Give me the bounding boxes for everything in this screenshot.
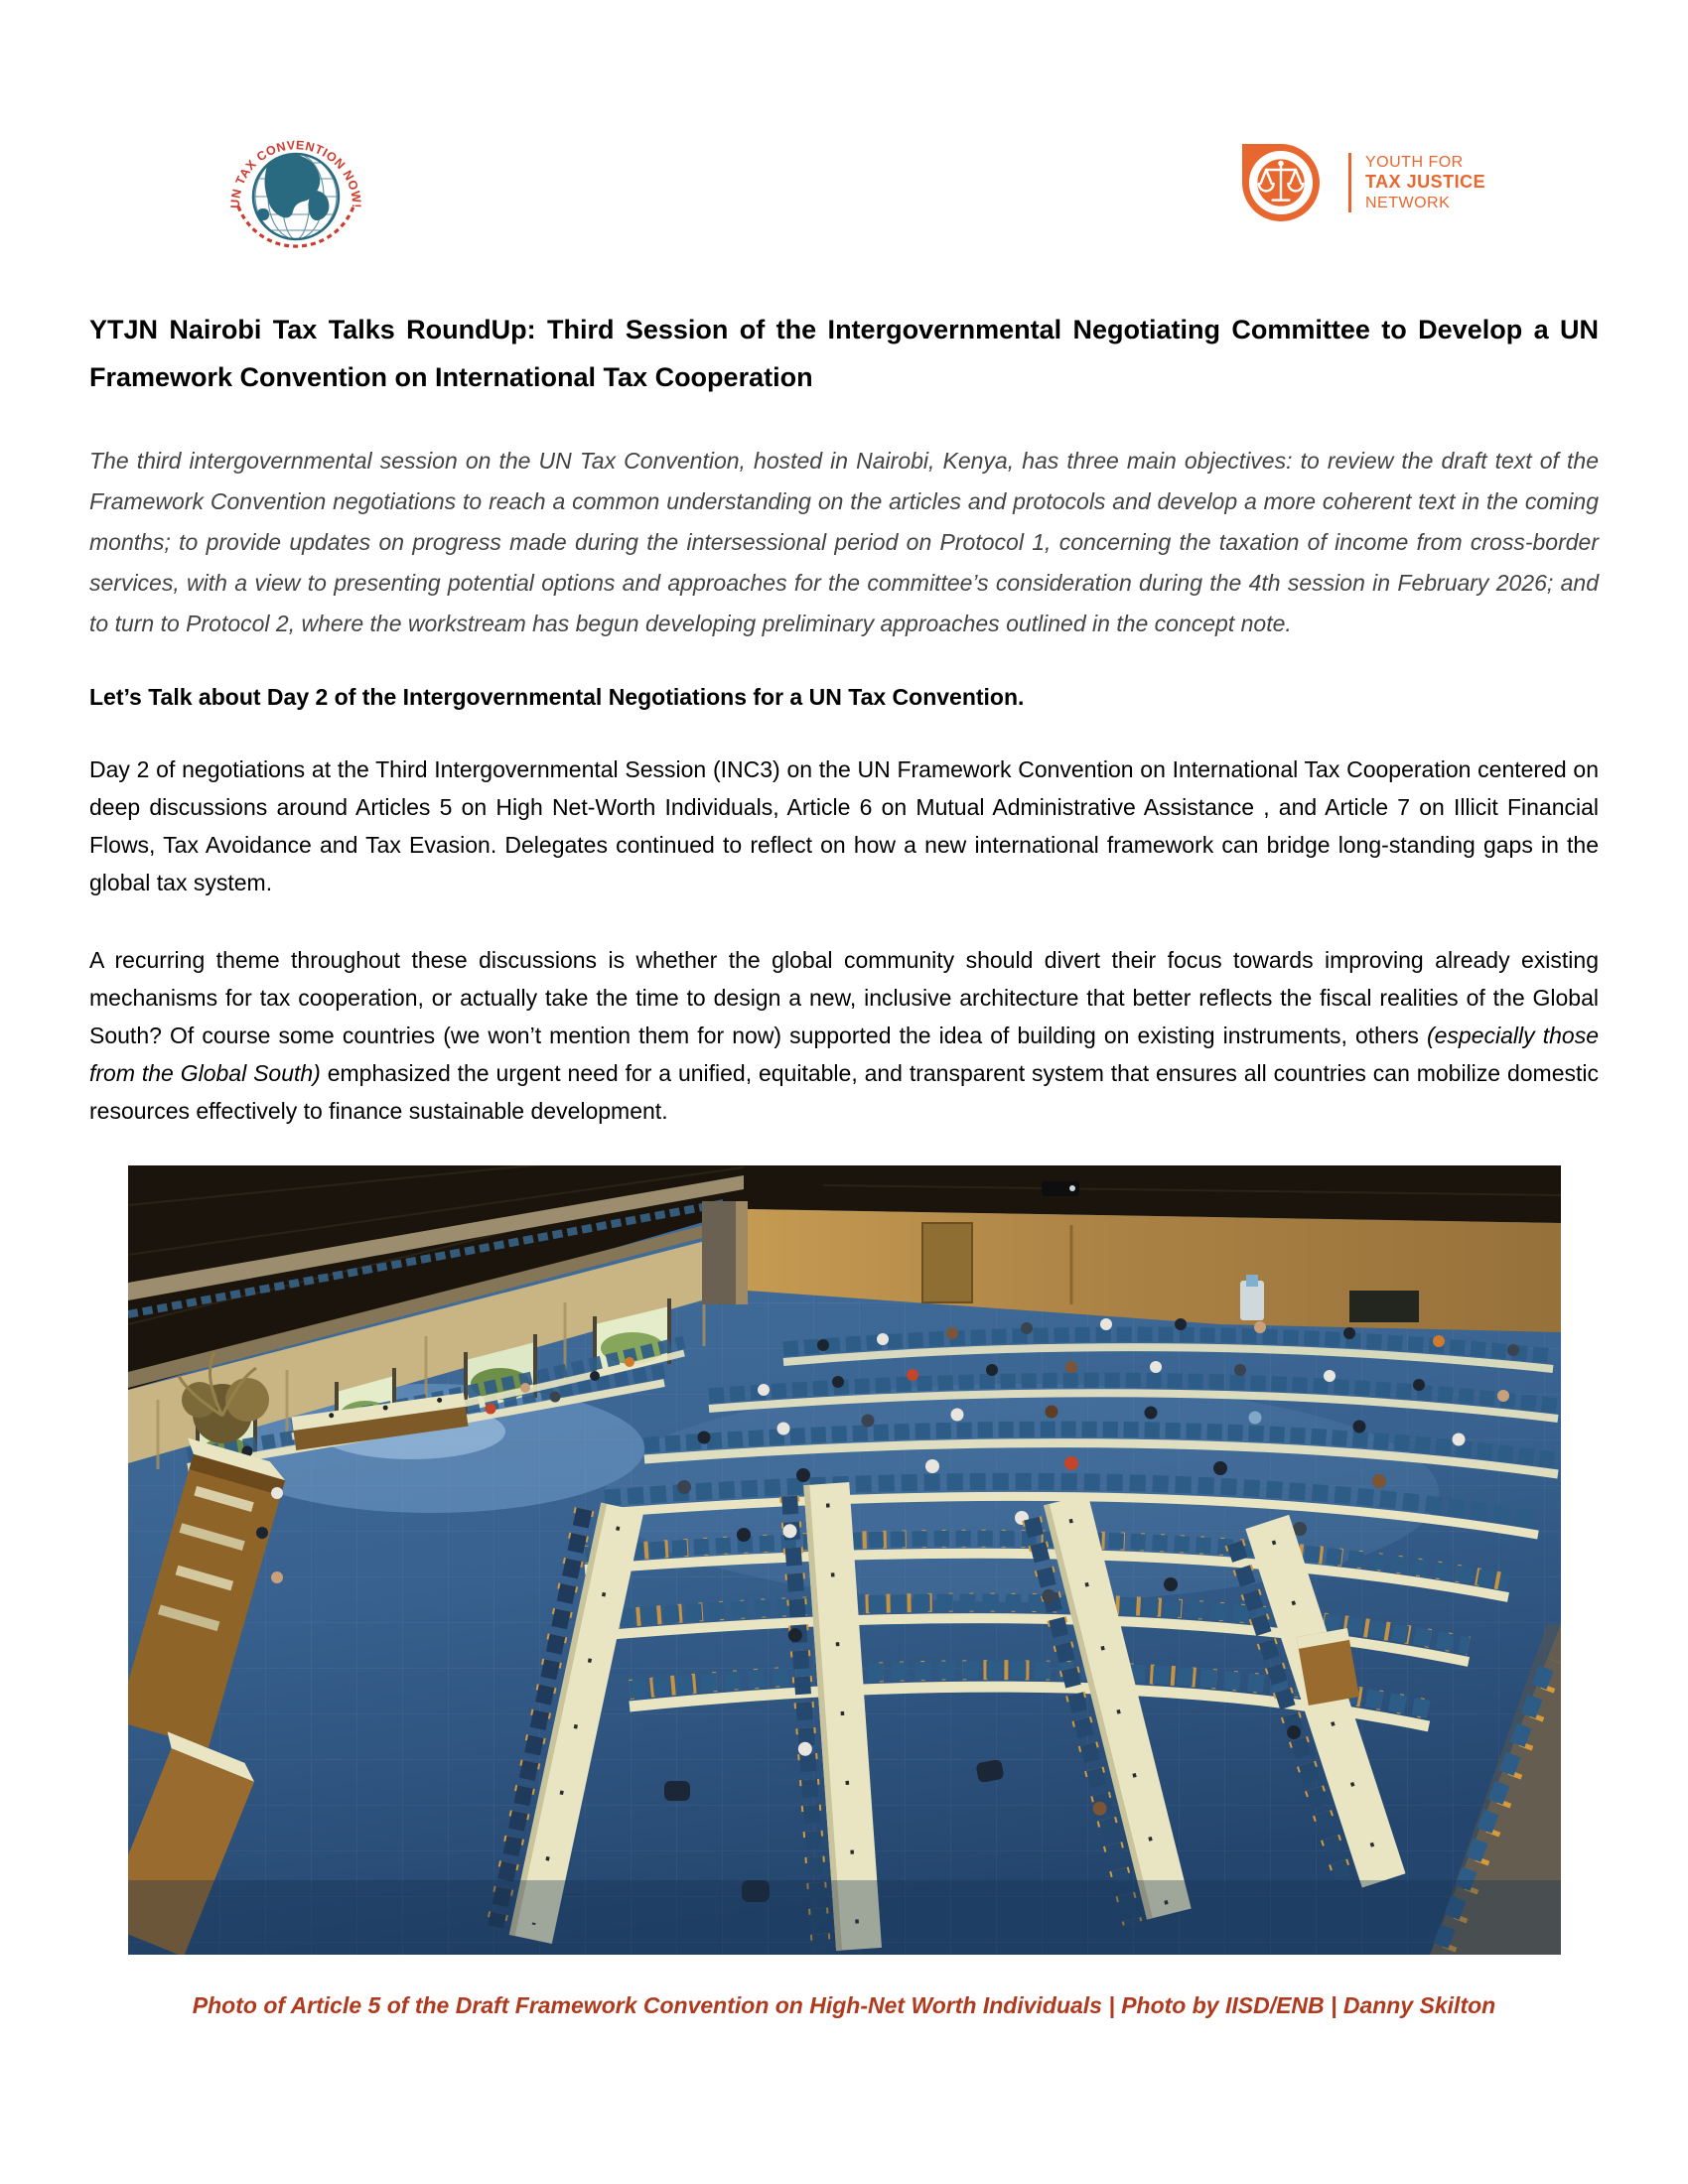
cabinet	[1349, 1291, 1419, 1322]
pillar	[702, 1201, 748, 1304]
ytjn-line1: YOUTH FOR	[1365, 153, 1464, 171]
conference-hall-illustration	[128, 1165, 1561, 1955]
paragraph-day2: Day 2 of negotiations at the Third Intergovernmental Session (INC3) on the UN Framework Convention on International Tax Cooperation centered on deep discussions around Articles 5 on High Net-Worth Individuals, Article 6 on Mutual Administrative Assistance , and Article 7 on Illicit Financial Flows, Tax Avoidance and Tax Evasion. Delegates continued to reflect on how a new international framework can bridge long-standing gaps in the global tax system.	[89, 756, 1599, 895]
article	[89, 306, 1599, 2019]
intro-paragraph: The third intergovernmental session on the UN Tax Convention, hosted in Nairobi, Kenya, has three main objectives: to review the draft text of the Framework Convention negotiations to reach a common understanding on the articles and protocols and develop a more coherent text in the coming months; to provide updates on progress made during the intersessional period on Protocol 1, concerning the taxation of income from cross-border services, with a view to presenting potential options and approaches for the committee’s consideration during the 4th session in February 2026; and to turn to Protocol 2, where the workstream has begun developing preliminary approaches outlined in the concept note.	[89, 448, 1599, 636]
door	[922, 1223, 972, 1302]
un-tax-convention-now-logo	[221, 121, 370, 246]
ytjn-line3: NETWORK	[1365, 194, 1451, 211]
section-heading: Let’s Talk about Day 2 of the Intergovernmental Negotiations for a UN Tax Convention.	[89, 684, 1025, 710]
paragraph-theme-italic: (especially those from the Global South)	[89, 1023, 1599, 1086]
paragraph-theme-part1: A recurring theme throughout these discussions is whether the global community should divert their focus towards improving already existing mechanisms for tax cooperation, or actually take the time to design a new, inclusive architecture that better reflects the fiscal realities of the Global South? Of course some countries (we won’t mention them for now) supported the idea of building on existing instruments, others	[89, 947, 1599, 1048]
conference-hall-photo	[128, 1165, 1561, 1955]
article-title: YTJN Nairobi Tax Talks RoundUp: Third Session of the Intergovernmental Negotiating Committee to Develop a UN Framework Convention on International Tax Cooperation	[89, 315, 1599, 392]
paragraph-theme-part2: emphasized the urgent need for a unified, equitable, and transparent system that ensures all countries can mobilize domestic resources effectively to finance sustainable development.	[89, 1060, 1599, 1124]
scales-of-justice-icon	[1229, 131, 1333, 234]
ytjn-line2: TAX JUSTICE	[1365, 172, 1486, 193]
logo-arc-text: UN TAX CONVENTION NOW!	[227, 138, 364, 209]
ytjn-logo	[1229, 127, 1557, 238]
logo-divider	[1348, 153, 1351, 212]
globe-icon	[221, 121, 370, 252]
header	[89, 0, 1599, 246]
photo-caption: Photo of Article 5 of the Draft Framework Convention on High-Net Worth Individuals | Photo by IISD/ENB | Danny Skilton	[192, 1992, 1496, 2018]
paragraph-theme	[89, 941, 1599, 1130]
ytjn-logo-text	[1365, 153, 1485, 213]
